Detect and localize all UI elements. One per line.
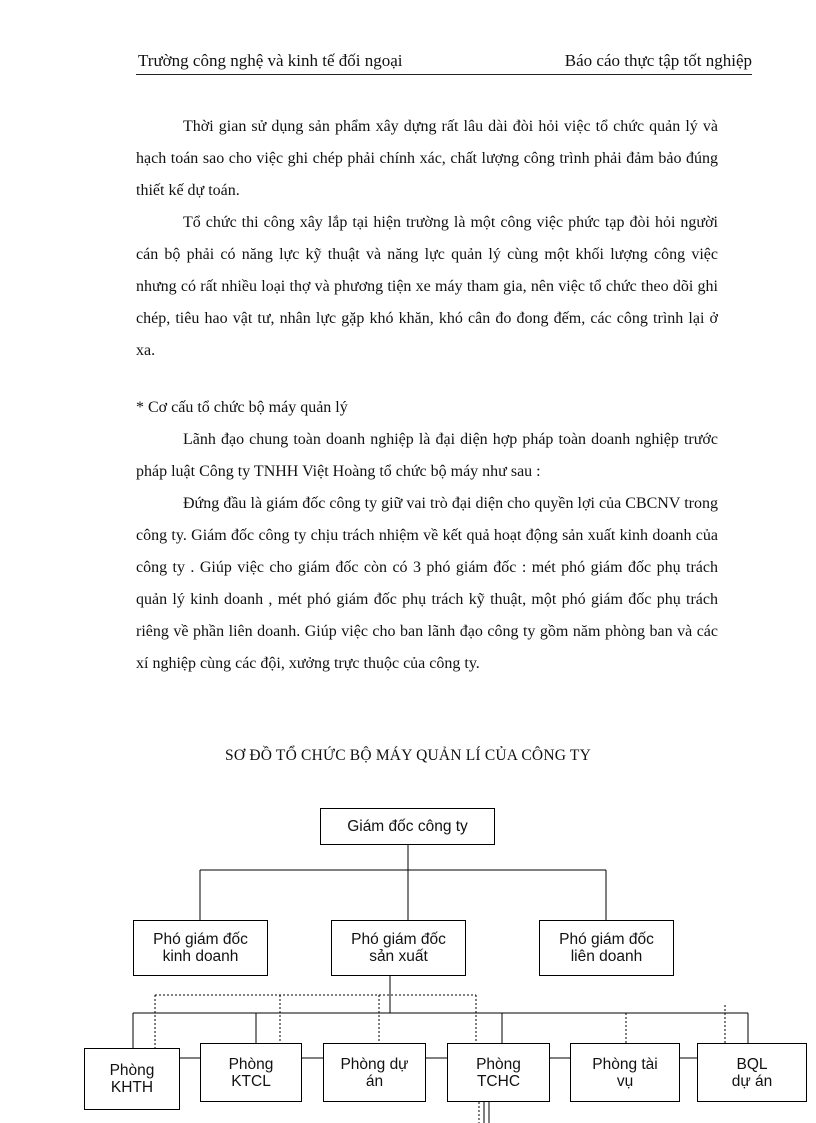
org-box-label-line2: liên doanh [570, 948, 643, 965]
org-box-label-line1: BQL [736, 1055, 768, 1073]
org-box-dept-taivu [570, 1043, 680, 1102]
org-box-dept-ktcl [200, 1043, 302, 1102]
paragraph-leadership: Lãnh đạo chung toàn doanh nghiệp là đại diện hợp pháp toàn doanh nghiệp trước pháp luật Công ty TNHH Việt Hoàng tổ chức bộ máy như sau : [136, 431, 718, 480]
org-box-label-line1: Phòng tài [592, 1055, 658, 1073]
org-box-label-line1: Phó giám đốc [153, 931, 248, 948]
org-box-label-line1: Phòng [109, 1062, 155, 1079]
org-box-dept-duan [323, 1043, 426, 1102]
org-box-label-line1: Phòng [228, 1055, 274, 1073]
org-box-label-line1: Phòng dự [340, 1055, 409, 1073]
org-box-dept-tchc [447, 1043, 550, 1102]
org-chart-title: SƠ ĐỒ TỔ CHỨC BỘ MÁY QUẢN LÍ CỦA CÔNG TY [225, 747, 591, 764]
section-heading: * Cơ cấu tổ chức bộ máy quản lý [136, 399, 348, 416]
header-school-name: Trường công nghệ và kinh tế đối ngoại [138, 51, 403, 70]
org-box-label-line1: Phó giám đốc [559, 931, 654, 948]
org-box-deputy-business [133, 920, 268, 976]
org-box-label-line2: KHTH [110, 1079, 154, 1096]
org-box-director [320, 808, 495, 845]
org-box-dept-khth [84, 1048, 180, 1110]
org-box-label-line2: dự án [731, 1072, 773, 1090]
header-report-title: Báo cáo thực tập tốt nghiệp [564, 51, 752, 70]
org-box-deputy-production [331, 920, 466, 976]
paragraph-construction-organization: Tổ chức thi công xây lắp tại hiện trường là một công việc phức tạp đòi hỏi người cán bộ phải có năng lực kỹ thuật và năng lực quản lý cùng một khối lượng công việc nhưng có rất nhiều loại thợ và phương tiện xe máy tham gia, nên việc tổ chức theo dõi ghi chép, tiêu hao vật tư, nhân lực gặp khó khăn, khó cân đo đong đếm, các công trình lại ở xa. [136, 214, 718, 359]
org-box-label-line2: TCHC [476, 1072, 521, 1090]
org-box-label-line2: án [365, 1072, 384, 1090]
org-box-label-line2: sản xuất [369, 948, 428, 965]
org-box-label-line1: Phòng [476, 1055, 521, 1073]
paragraph-director-role: Đứng đầu là giám đốc công ty giữ vai trò đại diện cho quyền lợi của CBCNV trong công ty. Giám đốc công ty chịu trách nhiệm về kết quả hoạt động sản xuất kinh doanh của công ty . Giúp việc cho giám đốc còn có 3 phó giám đốc : mét phó giám đốc phụ trách quản lý kinh doanh , mét phó giám đốc phụ trách kỹ thuật, một phó giám đốc phụ trách riêng về phần liên doanh. Giúp việc cho ban lãnh đạo công ty gồm năm phòng ban và các xí nghiệp cùng các đội, xưởng trực thuộc của công ty. [136, 495, 718, 672]
org-box-deputy-jointventure [539, 920, 674, 976]
org-box-dept-bql [697, 1043, 807, 1102]
org-box-label-line2: vụ [616, 1072, 634, 1090]
org-box-label-line2: KTCL [231, 1072, 271, 1090]
org-box-director-label: Giám đốc công ty [347, 818, 468, 835]
paragraph-product-usage: Thời gian sử dụng sản phẩm xây dựng rất lâu dài đòi hỏi việc tổ chức quản lý và hạch toán sao cho việc ghi chép phải chính xác, chất lượng công trình phải đảm bảo đúng thiết kế dự toán. [136, 118, 718, 199]
org-box-label-line2: kinh doanh [162, 948, 239, 965]
org-box-label-line1: Phó giám đốc [351, 931, 446, 948]
